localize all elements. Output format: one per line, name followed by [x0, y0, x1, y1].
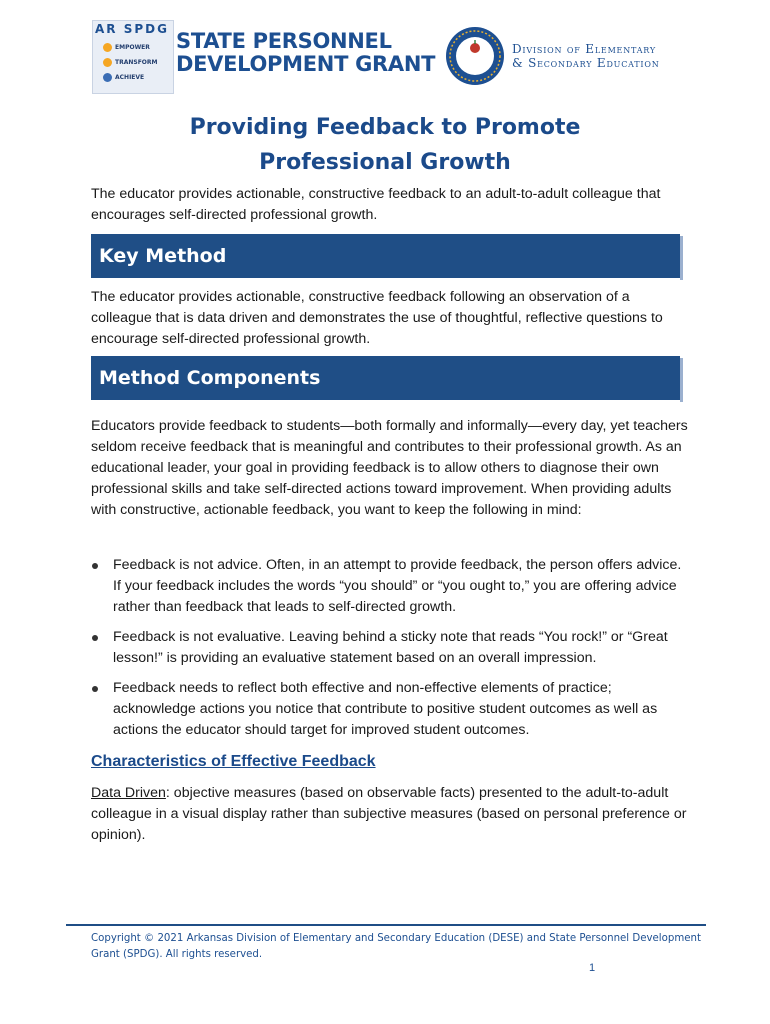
- page-title: [0, 110, 770, 180]
- list-item: [91, 555, 691, 618]
- dese-name-line1: Division of Elementary: [512, 42, 656, 56]
- characteristics-heading: Characteristics of Effective Feedback: [91, 753, 376, 770]
- data-driven-definition: : objective measures (based on observable facts) presented to the adult-to-adult colleague in a visual display rather than subjective measures (based on personal preference or opinion).: [91, 785, 687, 843]
- footer-copyright: Copyright © 2021 Arkansas Division of Elementary and Secondary Education (DESE) and State Personnel Development Grant (SPDG). All rights reserved.: [91, 933, 701, 960]
- bullet-icon: [92, 563, 98, 569]
- heading-shadow: [680, 236, 683, 280]
- page-title-line2: Professional Growth: [259, 150, 511, 175]
- list-item: [91, 627, 691, 669]
- empower-icon: [103, 43, 112, 52]
- page-title-line1: Providing Feedback to Promote: [189, 115, 581, 140]
- spdg-item-transform: TRANSFORM: [115, 59, 158, 66]
- spdg-name-line2: DEVELOPMENT GRANT: [176, 52, 436, 76]
- list-item-text: Feedback needs to reflect both effective and non-effective elements of practice; acknowledge actions you notice that contribute to positive student outcomes as well as actions the educator should target for improved student outcomes.: [113, 680, 658, 738]
- spdg-logo: [92, 20, 436, 92]
- key-method-heading: [91, 234, 680, 278]
- list-item-text: Feedback is not advice. Often, in an attempt to provide feedback, the person offers advice. If your feedback includes the words “you should” or “you ought to,” you are offering advice rather than feedback that leads to self-directed growth.: [113, 557, 682, 615]
- data-driven-term: Data Driven: [91, 785, 166, 801]
- heading-shadow: [680, 358, 683, 402]
- bullet-icon: [92, 686, 98, 692]
- spdg-item-achieve: ACHIEVE: [115, 74, 145, 81]
- intro-paragraph: The educator provides actionable, constructive feedback to an adult-to-adult colleague that encourages self-directed professional growth.: [91, 186, 661, 223]
- transform-icon: [103, 58, 112, 67]
- method-components-paragraph: Educators provide feedback to students—both formally and informally—every day, yet teachers seldom receive feedback that is meaningful and contributes to their professional growth. As an educational leader, your goal in providing feedback is to allow others to diagnose their own professional skills and take self-directed actions toward improvement. When providing adults with constructive, actionable feedback, you want to keep the following in mind:: [91, 418, 688, 518]
- spdg-item-empower: EMPOWER: [115, 44, 150, 51]
- arkansas-map-icon: [92, 20, 174, 94]
- dese-name: [512, 42, 660, 70]
- dese-logo: [445, 26, 695, 90]
- method-components-heading: [91, 356, 680, 400]
- list-item: [91, 678, 691, 741]
- spdg-acronym: AR SPDG: [95, 22, 169, 36]
- footer-divider: [66, 924, 706, 926]
- spdg-name-line1: STATE PERSONNEL: [176, 29, 392, 53]
- list-item-text: Feedback is not evaluative. Leaving behind a sticky note that reads “You rock!” or “Great lesson!” is providing an evaluative statement based on an overall impression.: [113, 629, 668, 666]
- bullet-icon: [92, 635, 98, 641]
- key-method-paragraph: The educator provides actionable, constructive feedback following an observation of a colleague that is data driven and demonstrates the use of thoughtful, reflective questions to encourage self-directed professional growth.: [91, 289, 663, 347]
- method-components-heading-text: Method Components: [99, 367, 321, 389]
- key-method-heading-text: Key Method: [99, 245, 227, 267]
- feedback-bullet-list: [91, 555, 691, 750]
- page-number: 1: [589, 962, 596, 974]
- achieve-icon: [103, 73, 112, 82]
- spdg-name: [176, 30, 435, 76]
- dese-name-line2: & Secondary Education: [512, 56, 660, 70]
- dese-seal-icon: [445, 26, 505, 86]
- data-driven-paragraph: [91, 783, 691, 846]
